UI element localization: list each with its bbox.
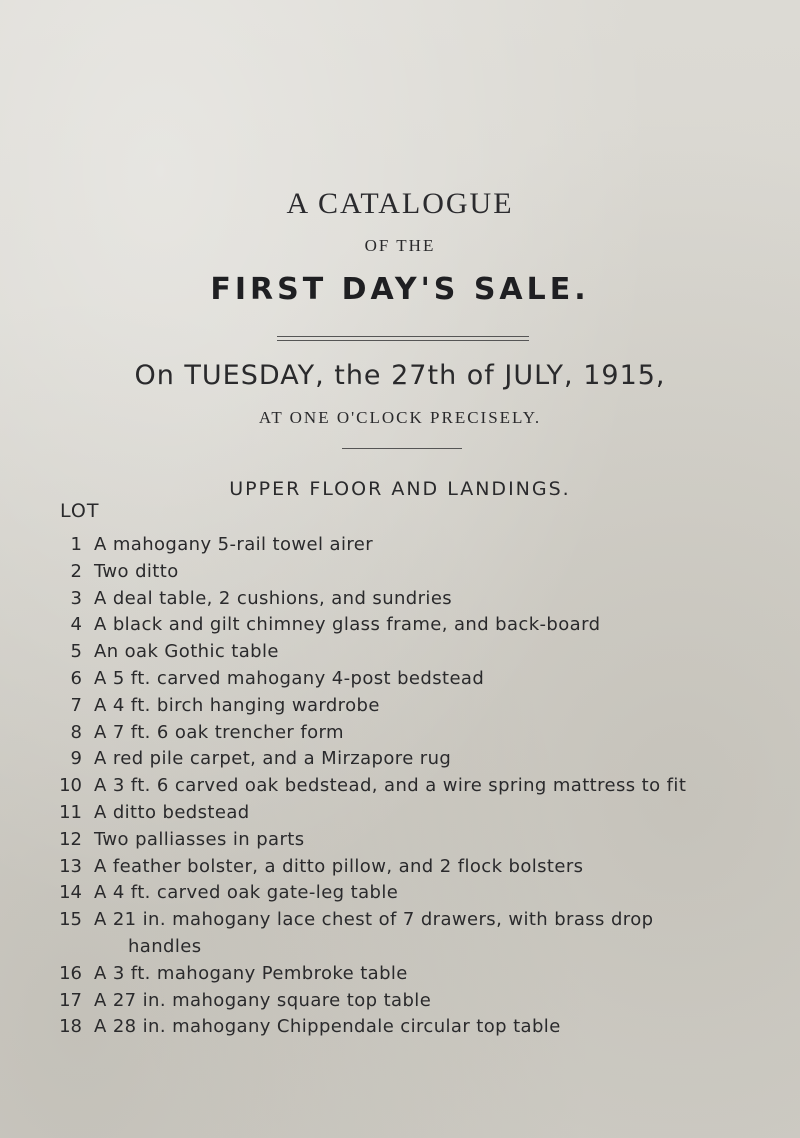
lot-description-text: A 3 ft. mahogany Pembroke table xyxy=(94,962,408,984)
lot-number: 3 xyxy=(70,587,82,609)
lot-description-text: A 5 ft. carved mahogany 4-post bedstead xyxy=(94,667,485,689)
lot-item xyxy=(0,773,800,800)
lot-description-text: A black and gilt chimney glass frame, and back-board xyxy=(94,614,601,636)
lot-item xyxy=(0,612,800,639)
lot-number: 11 xyxy=(59,801,82,823)
lot-description-text: A 27 in. mahogany square top table xyxy=(94,989,432,1011)
lot-number: 1 xyxy=(70,534,82,555)
lot-description xyxy=(94,827,800,854)
lot-description-text: A 21 in. mahogany lace chest of 7 drawers, with brass drop xyxy=(94,909,654,931)
lot-item xyxy=(0,854,800,881)
lot-description xyxy=(94,720,800,747)
lot-item xyxy=(0,693,800,720)
lot-number: 15 xyxy=(59,909,82,931)
lot-number: 9 xyxy=(70,748,82,770)
lot-list xyxy=(0,532,800,1041)
sale-title: FIRST DAY'S SALE. xyxy=(210,272,590,307)
section-heading: UPPER FLOOR AND LANDINGS. xyxy=(229,478,571,500)
lot-description-text: A feather bolster, a ditto pillow, and 2 flock bolsters xyxy=(94,855,584,877)
sale-date: On TUESDAY, the 27th of JULY, 1915, xyxy=(134,360,666,391)
lot-item xyxy=(0,907,800,961)
lot-item xyxy=(0,880,800,907)
lot-description-text: A 7 ft. 6 oak trencher form xyxy=(94,721,344,743)
lot-item xyxy=(0,746,800,773)
lot-description xyxy=(94,532,800,559)
lot-column-label: LOT xyxy=(60,500,100,522)
lot-description xyxy=(94,880,800,907)
lot-description xyxy=(94,800,800,827)
lot-description-text: A mahogany 5-rail towel airer xyxy=(94,534,374,555)
lot-description-continuation: handles xyxy=(128,935,202,957)
lot-item xyxy=(0,559,800,586)
double-divider xyxy=(277,336,529,341)
lot-description xyxy=(94,693,800,720)
lot-number: 16 xyxy=(59,962,82,984)
lot-description xyxy=(94,988,800,1015)
lot-description-text: A 4 ft. birch hanging wardrobe xyxy=(94,694,380,716)
lot-item xyxy=(0,827,800,854)
lot-number: 10 xyxy=(59,775,82,797)
catalogue-title: A CATALOGUE xyxy=(286,187,514,220)
lot-description-text: Two palliasses in parts xyxy=(94,828,305,850)
lot-item xyxy=(0,666,800,693)
of-the-subtitle: OF THE xyxy=(364,236,436,255)
lot-number: 8 xyxy=(70,721,82,743)
lot-number: 6 xyxy=(70,667,82,689)
lot-item xyxy=(0,988,800,1015)
lot-description xyxy=(94,854,800,881)
lot-number: 7 xyxy=(70,694,82,716)
lot-number: 2 xyxy=(70,560,82,582)
sale-time: AT ONE O'CLOCK PRECISELY. xyxy=(258,408,542,427)
lot-number: 14 xyxy=(59,882,82,904)
lot-number: 4 xyxy=(70,614,82,636)
lot-description-text: Two ditto xyxy=(94,560,179,582)
lot-number: 12 xyxy=(59,828,82,850)
lot-description-text: A red pile carpet, and a Mirzapore rug xyxy=(94,748,452,770)
lot-description-text: A 4 ft. carved oak gate-leg table xyxy=(94,882,399,904)
lot-number: 5 xyxy=(70,641,82,663)
lot-description xyxy=(94,639,800,666)
lot-number: 13 xyxy=(59,855,82,877)
lot-number: 17 xyxy=(59,989,82,1011)
lot-description xyxy=(94,666,800,693)
lot-item xyxy=(0,961,800,988)
lot-item xyxy=(0,639,800,666)
lot-item xyxy=(0,532,800,559)
short-divider xyxy=(342,448,462,449)
lot-item xyxy=(0,1014,800,1041)
lot-description-text: A 28 in. mahogany Chippendale circular top table xyxy=(94,1016,561,1038)
lot-description-text: A 3 ft. 6 carved oak bedstead, and a wire spring mattress to fit xyxy=(94,775,687,797)
lot-description-text: An oak Gothic table xyxy=(94,641,279,663)
lot-description xyxy=(94,612,800,639)
lot-description xyxy=(94,773,800,800)
lot-description-text: A deal table, 2 cushions, and sundries xyxy=(94,587,453,609)
lot-number: 18 xyxy=(59,1016,82,1038)
lot-item xyxy=(0,720,800,747)
lot-description xyxy=(94,961,800,988)
lot-description xyxy=(94,586,800,613)
lot-description xyxy=(94,907,800,961)
lot-description-text: A ditto bedstead xyxy=(94,801,250,823)
lot-description xyxy=(94,746,800,773)
lot-description xyxy=(94,559,800,586)
lot-description xyxy=(94,1014,800,1041)
lot-item xyxy=(0,800,800,827)
lot-item xyxy=(0,586,800,613)
